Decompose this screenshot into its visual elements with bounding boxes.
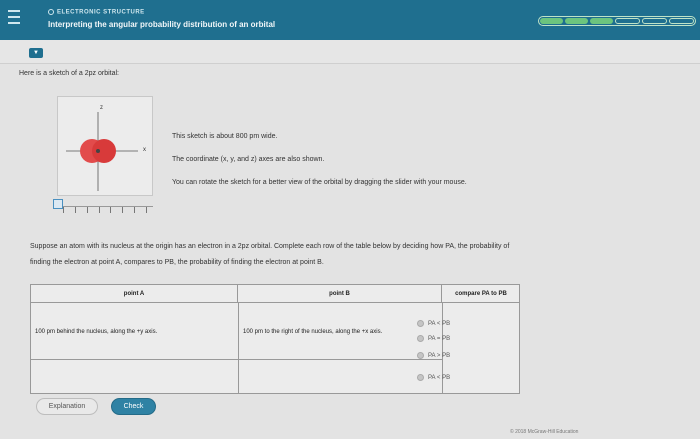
row1-point-b: 100 pm to the right of the nucleus, along the +x axis. — [243, 329, 383, 335]
question-line-2: finding the electron at point A, compares to PB, the probability of finding the electron at point B. — [30, 259, 324, 266]
sketch-line-1: This sketch is about 800 pm wide. — [172, 133, 278, 140]
progress-segment — [590, 18, 613, 24]
section-label — [48, 9, 145, 16]
slider-thumb[interactable] — [53, 199, 63, 209]
progress-bar — [538, 16, 696, 26]
header-point-b: point B — [238, 285, 442, 303]
row1-point-a: 100 pm behind the nucleus, along the +y axis. — [35, 329, 158, 335]
header-point-a: point A — [31, 285, 238, 303]
option-label: PA = PB — [428, 336, 451, 343]
z-axis-label: z — [100, 105, 103, 111]
option-less-row2[interactable] — [417, 374, 450, 381]
footer-copyright: © 2018 McGraw-Hill Education — [510, 429, 579, 435]
check-button[interactable]: Check — [111, 398, 156, 415]
progress-segment — [642, 18, 667, 24]
progress-segment — [615, 18, 640, 24]
intro-text: Here is a sketch of a 2pz orbital: — [19, 70, 119, 77]
sketch-line-3: You can rotate the sketch for a better view of the orbital by dragging the slider with your mouse. — [172, 179, 467, 186]
col-divider-1 — [238, 303, 239, 394]
question-line-1: Suppose an atom with its nucleus at the origin has an electron in a 2pz orbital. Complete each row of the table below by deciding how PA, the probability of — [30, 243, 510, 250]
orbital-svg — [58, 97, 154, 197]
radio-icon — [417, 335, 424, 342]
sub-bar — [0, 40, 700, 64]
option-equal[interactable] — [417, 335, 450, 342]
option-less[interactable] — [417, 320, 450, 327]
option-label: PA < PB — [428, 375, 451, 382]
menu-icon[interactable] — [8, 10, 22, 26]
radio-icon — [417, 352, 424, 359]
page-title: Interpreting the angular probability distribution of an orbital — [48, 20, 276, 29]
slider-ticks — [57, 207, 153, 215]
orbital-sketch[interactable] — [57, 96, 153, 196]
progress-segment — [565, 18, 588, 24]
sketch-line-2: The coordinate (x, y, and z) axes are also shown. — [172, 156, 325, 163]
radio-icon — [417, 374, 424, 381]
option-greater[interactable] — [417, 352, 450, 359]
x-axis-label: x — [143, 147, 146, 153]
nucleus — [96, 149, 100, 153]
header-compare: compare PA to PB — [442, 285, 520, 303]
section-text: ELECTRONIC STRUCTURE — [57, 9, 145, 16]
collapse-button[interactable]: ▼ — [29, 48, 43, 58]
circle-icon — [48, 9, 54, 15]
progress-segment — [540, 18, 563, 24]
option-label: PA > PB — [428, 353, 451, 360]
radio-icon — [417, 320, 424, 327]
progress-segment — [669, 18, 694, 24]
option-label: PA < PB — [428, 321, 451, 328]
row-divider — [31, 359, 442, 360]
explanation-button[interactable]: Explanation — [36, 398, 98, 415]
orbital-lobe-right — [92, 139, 116, 163]
